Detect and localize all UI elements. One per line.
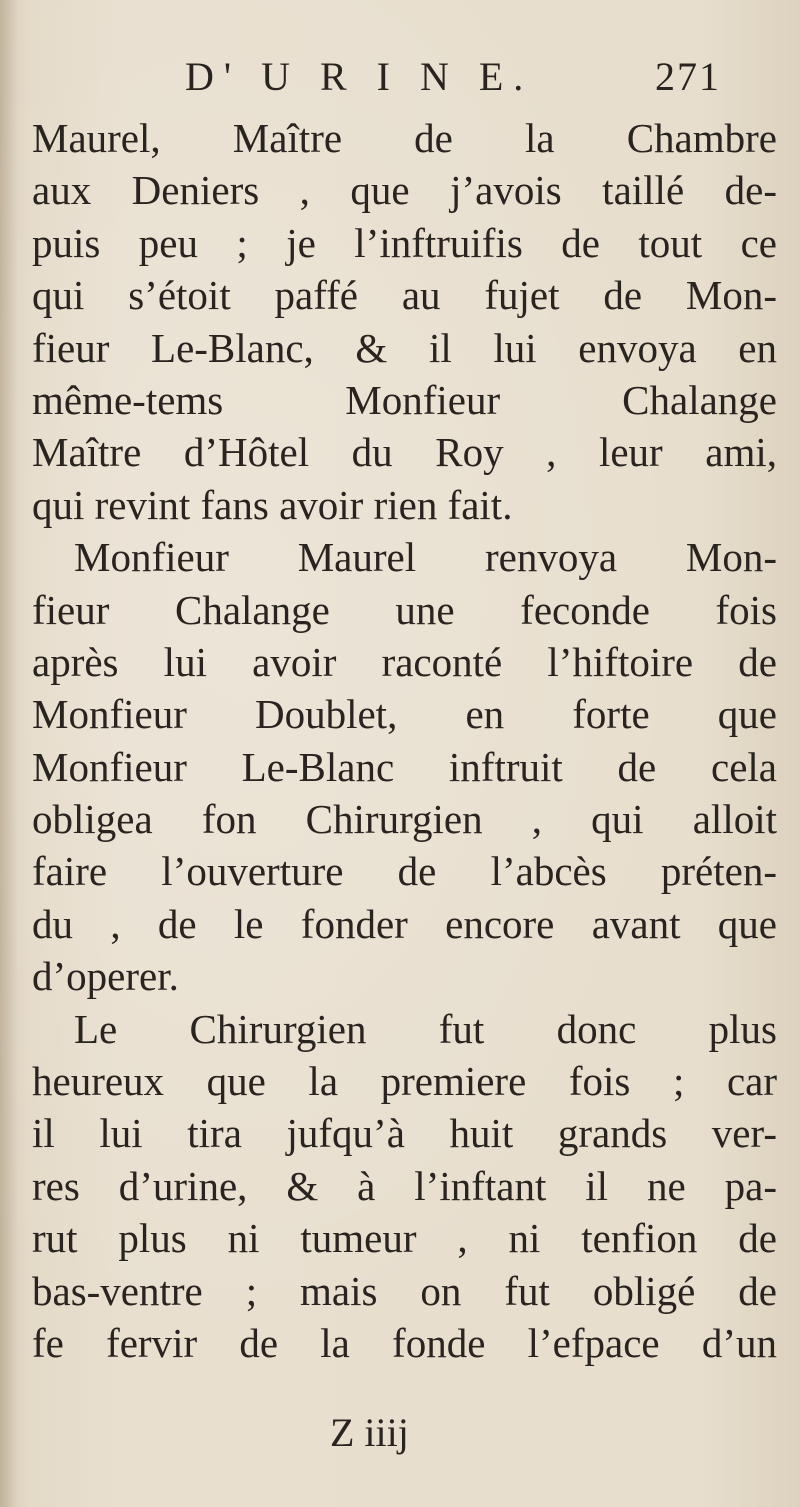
text-line: même-tems Monfieur Chalange	[32, 376, 777, 423]
text-line: Maître d’Hôtel du Roy , leur ami,	[32, 429, 777, 476]
text-line: fe fervir de la fonde l’efpace d’un	[32, 1319, 777, 1366]
text-line: puis peu ; je l’inftruifis de tout ce	[32, 219, 777, 266]
page-number: 271	[655, 54, 721, 99]
text-line: du , de le fonder encore avant que	[32, 900, 777, 947]
text-line: rut plus ni tumeur , ni tenfion de	[32, 1215, 777, 1262]
text-line: il lui tira jufqu’à huit grands ver-	[32, 1110, 777, 1157]
text-line: res d’urine, & à l’inftant il ne pa-	[32, 1162, 777, 1209]
text-line: faire l’ouverture de l’abcès préten-	[32, 848, 777, 895]
body-text	[32, 112, 777, 1369]
text-line: Monfieur Doublet, en forte que	[32, 691, 777, 738]
text-line: qui s’étoit paffé au fujet de Mon-	[32, 272, 777, 319]
text-line: d’operer.	[32, 953, 179, 1000]
running-head: D' U R I N E.	[185, 54, 534, 99]
signature-mark: Z iiij	[330, 1410, 409, 1455]
text-line: Maurel, Maître de la Chambre	[32, 115, 777, 161]
gutter-shadow	[0, 0, 18, 1507]
text-line: qui revint fans avoir rien fait.	[32, 481, 513, 528]
text-line: fieur Le-Blanc, & il lui envoya en	[32, 324, 777, 371]
text-line: Monfieur Le-Blanc inftruit de cela	[32, 743, 777, 790]
text-line: après lui avoir raconté l’hiftoire de	[32, 638, 777, 685]
text-line: obligea fon Chirurgien , qui alloit	[32, 796, 777, 843]
text-line: aux Deniers , que j’avois taillé de-	[32, 167, 777, 214]
text-line: heureux que la premiere fois ; car	[32, 1058, 777, 1105]
page-header	[0, 52, 800, 102]
text-line: Monfieur Maurel renvoya Mon-	[74, 534, 777, 581]
text-line: Le Chirurgien fut donc plus	[74, 1005, 777, 1052]
text-line: bas-ventre ; mais on fut obligé de	[32, 1267, 777, 1314]
text-line: fieur Chalange une feconde fois	[32, 586, 777, 633]
